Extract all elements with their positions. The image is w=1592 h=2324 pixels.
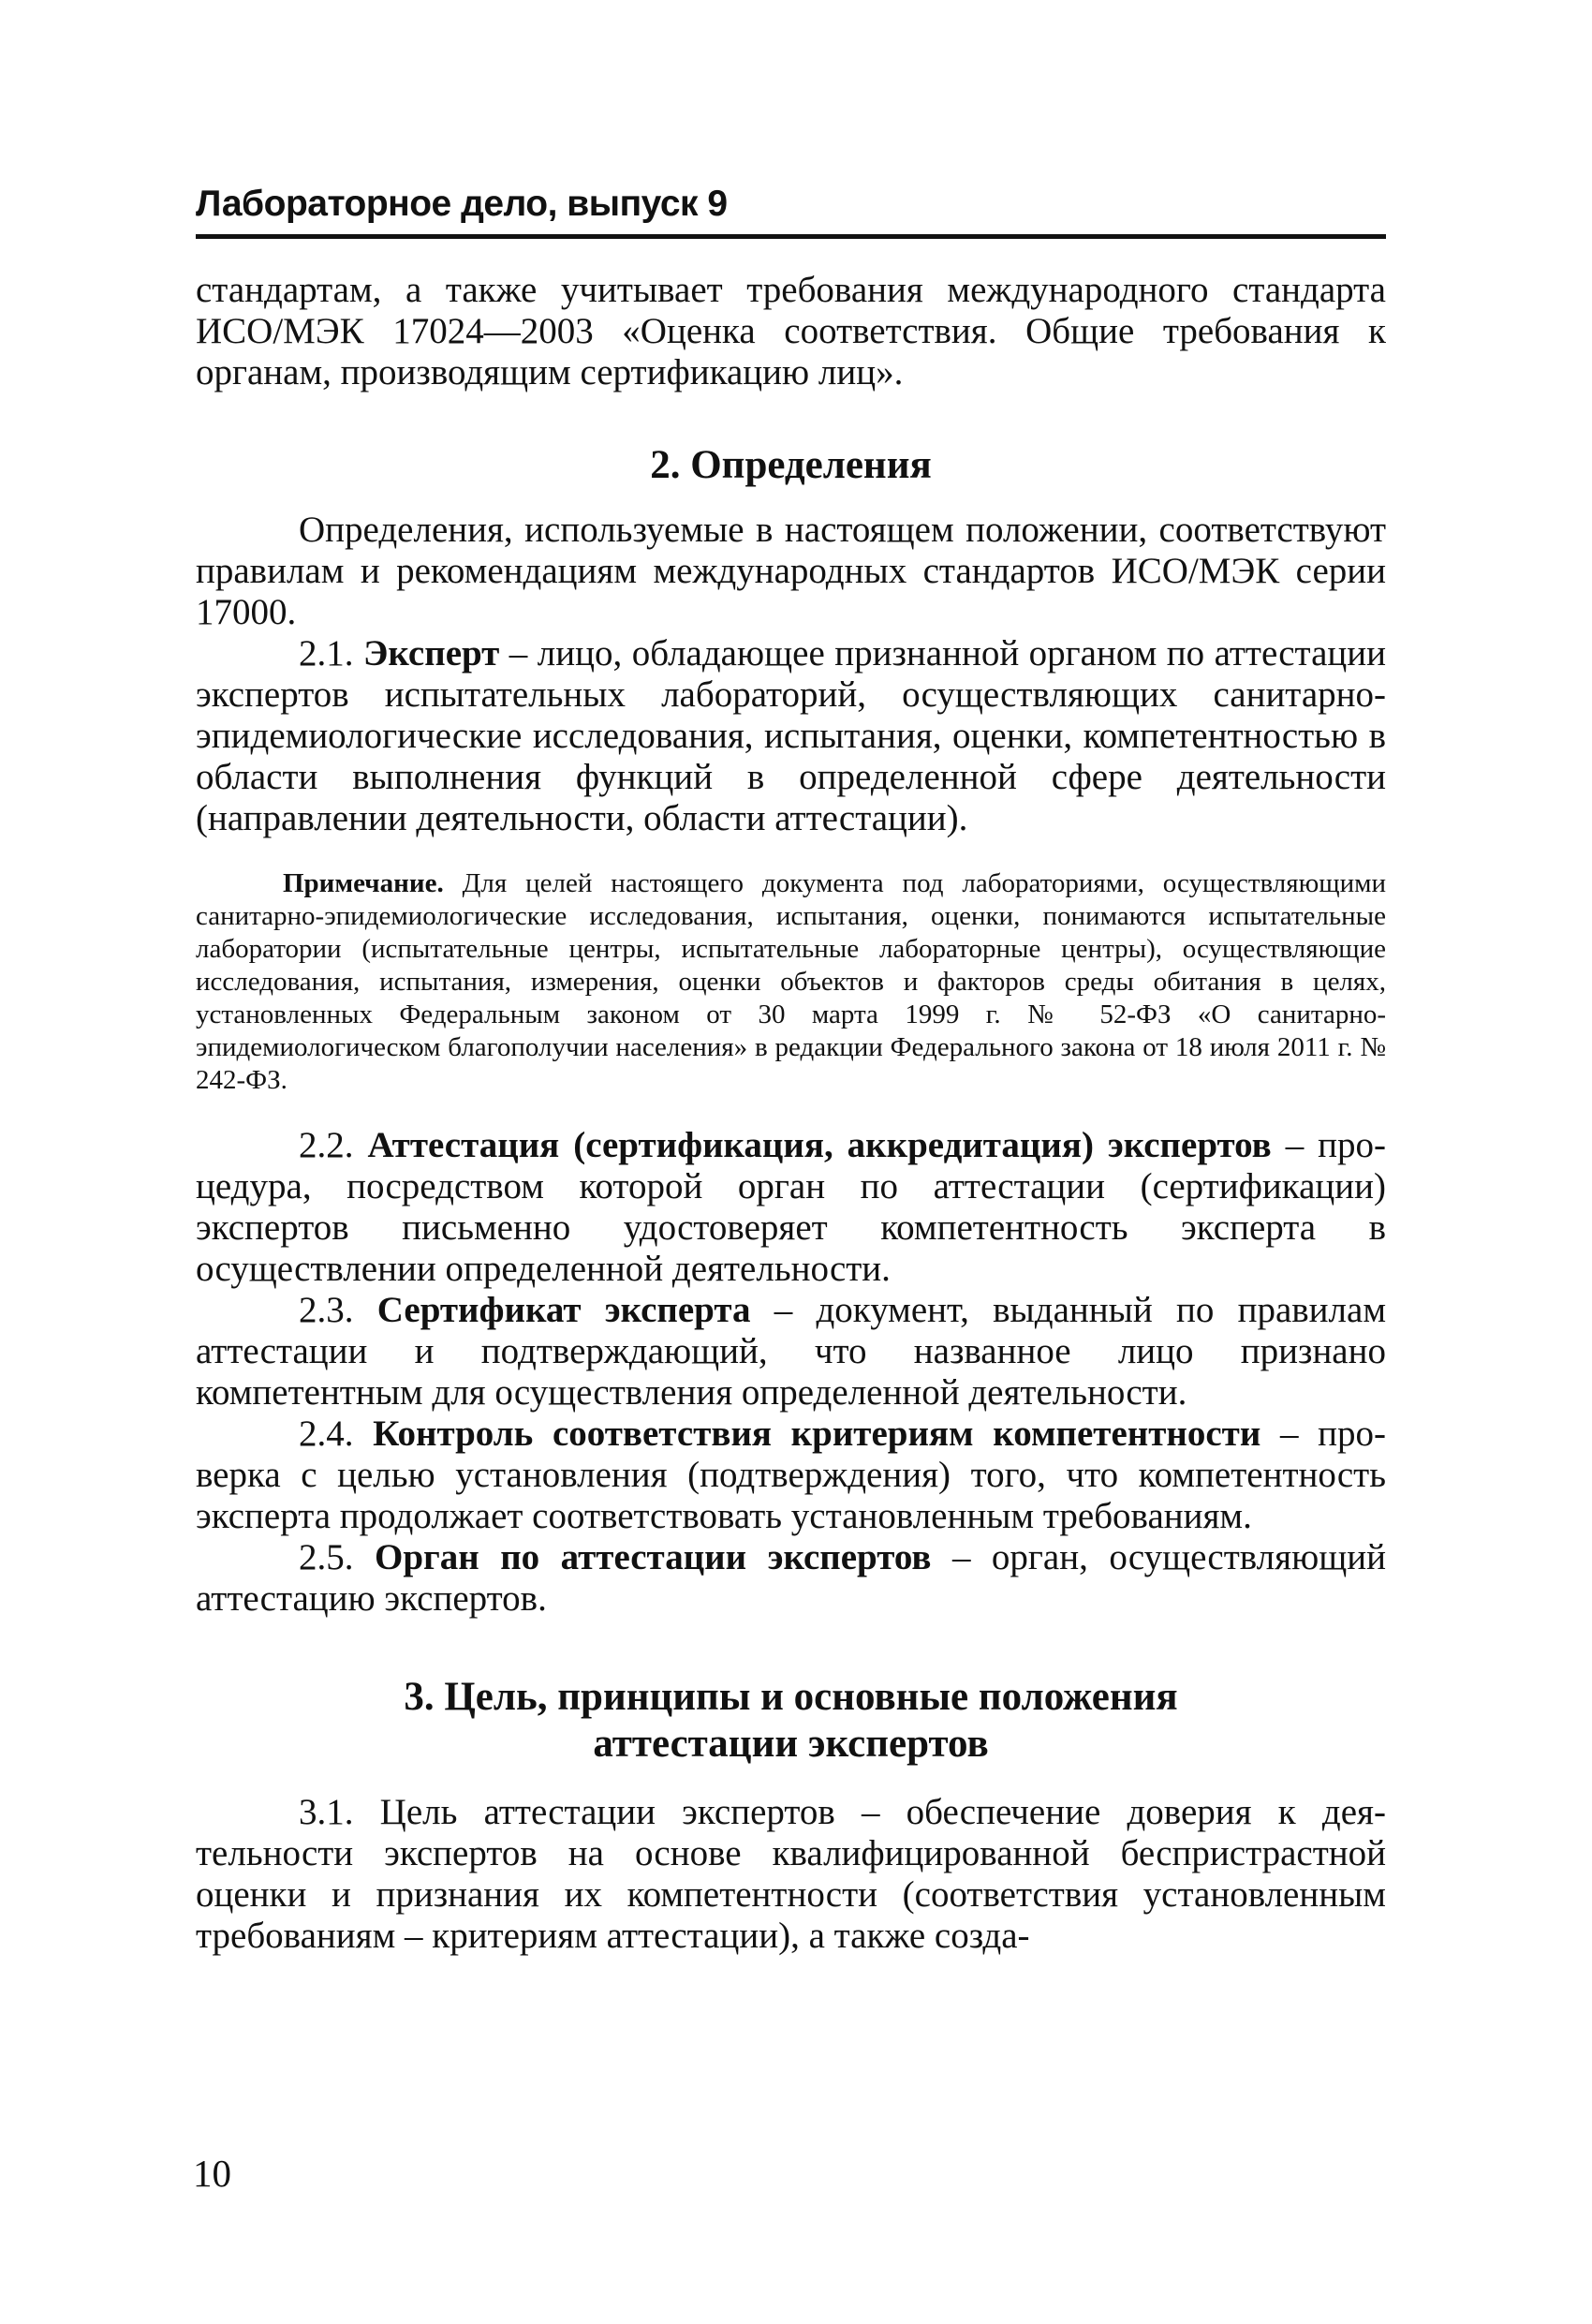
note-text: Для целей настоящего документа под лабораториями, осуществляющими санитарно-эпидемиологические исследования, испытания, оценки, понимаются испытательные лаборатории (испытательные центры, испытательные лабораторные центры), осуществляющие исследования, испытания, измерения, оценки объектов и факторов среды обитания в целях, установленных Федеральным законом от 30 марта 1999 г. № 52-ФЗ «О санитарно-эпидемиологическом благополучии населения» в редакции Федерального закона от 18 июля 2011 г. № 242-ФЗ. (196, 868, 1386, 1095)
definition-number: 2.4. (299, 1414, 374, 1454)
running-header: Лабораторное дело, выпуск 9 (196, 184, 728, 224)
section-2-intro: Определения, используемые в настоящем положении, соответствуют правилам и рекомендациям международных стандартов ИСО/МЭК серии 17000. (196, 510, 1386, 632)
definition-text: – проверка с целью установления (подтверждения) того, что компетентность эксперта продолжает соответствовать установленным требованиям. (196, 1414, 1387, 1536)
definition-term: Эксперт (362, 633, 500, 674)
definition-text: – орган, осуществляющий аттестацию экспертов. (196, 1537, 1386, 1619)
definition-number: 2.2. (299, 1125, 368, 1165)
definition-number: 2.1. (299, 633, 363, 674)
section-3-heading-line-2: аттестации экспертов (593, 1722, 989, 1766)
section-2-heading: 2. Определения (650, 443, 932, 487)
definition-term: Контроль соответствия критериям компетентности (373, 1414, 1261, 1454)
clause-3-1: 3.1. Цель аттестации экспертов – обеспечение доверия к деятельности экспертов на основе квалифицированной беспристрастной оценки и признания их компетентности (соответствия установленным требованиям – критериям аттестации), а также созда- (196, 1792, 1386, 1956)
definition-term: Сертификат эксперта (376, 1290, 751, 1330)
definition-2-3 (196, 1290, 1386, 1414)
definition-text: – документ, выданный по правилам аттестации и подтверждающий, что названное лицо признано компетентным для осуществления определенной деятельности. (196, 1290, 1387, 1413)
header-rule (196, 234, 1386, 239)
definition-number: 2.5. (299, 1537, 375, 1577)
definition-text: – лицо, обладающее признанной органом по аттестации экспертов испытательных лабораторий, осуществляющих санитарно-эпидемиологические исследования, испытания, оценки, компетентностью в области выполнения функций в определенной сфере деятельности (направлении деятельности, области аттестации). (196, 633, 1386, 838)
section-3-heading-line-1: 3. Цель, принципы и основные положения (404, 1675, 1178, 1719)
note-paragraph (196, 867, 1386, 1097)
section-3-heading (196, 1674, 1386, 1768)
page-number: 10 (193, 2152, 231, 2195)
definition-term: Аттестация (сертификация, аккредитация) экспертов (367, 1125, 1272, 1165)
definition-text: – процедура, посредством которой орган по аттестации (сертификации) экспертов письменно удостоверяет компетентность эксперта в осуществлении определенной деятельности. (196, 1125, 1387, 1289)
definition-2-1 (196, 633, 1386, 839)
intro-paragraph: стандартам, а также учитывает требования международного стандарта ИСО/МЭК 17024—2003 «Оценка соответствия. Общие требования к органам, производящим сертификацию лиц». (196, 270, 1386, 392)
definition-2-4 (196, 1414, 1386, 1537)
note-label: Примечание. (283, 868, 444, 898)
definition-2-2 (196, 1125, 1386, 1290)
page-body (196, 270, 1386, 1957)
definition-term: Орган по аттестации экспертов (375, 1537, 932, 1577)
definition-number: 2.3. (299, 1290, 377, 1330)
definition-2-5 (196, 1537, 1386, 1620)
